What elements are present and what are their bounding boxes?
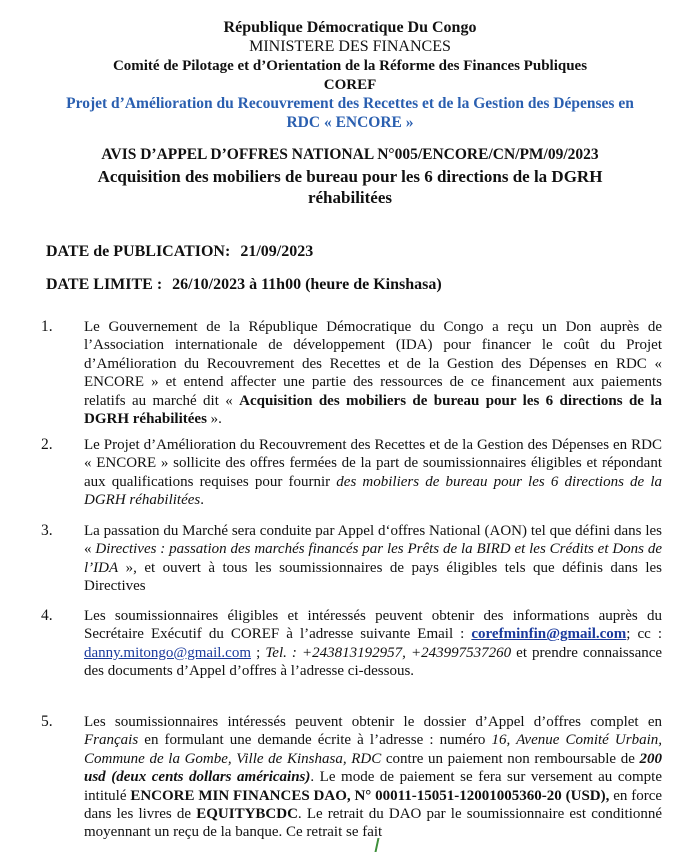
paragraph-5-account: ENCORE MIN FINANCES DAO, N° 00011-15051-12001005360-20 (USD),: [130, 787, 610, 804]
deadline-row: [46, 276, 442, 294]
header-committee: Comité de Pilotage et d’Orientation de la Réforme des Finances Publiques: [112, 58, 588, 74]
phone-numbers: +243813192957, +243997537260: [302, 644, 512, 661]
paragraph-5-text3: contre un paiement non remboursable de: [385, 750, 635, 767]
paragraph-1: [84, 318, 662, 428]
paragraph-5-text4: . Le mode de paiement se fera sur versement au compte intitulé: [84, 769, 662, 804]
paragraph-2-number: 2.: [41, 436, 53, 453]
paragraph-3-text: La passation du Marché sera conduite par Appel d‘offres National (AON) tel que défini dans les «: [84, 523, 662, 558]
paragraph-5-number: 5.: [41, 713, 53, 730]
paragraph-5-text6: . Le retrait du DAO par le soumissionnaire est conditionné moyennant un reçu de la banque. Ce retrait se fait: [84, 806, 663, 841]
paragraph-2: [84, 436, 662, 510]
publication-date-value: 21/09/2023: [240, 243, 314, 260]
paragraph-3-italic: Directives : passation des marchés financés par les Prêts de la BIRD et les Crédits et Dons de l’IDA: [84, 541, 663, 576]
phone-label: Tel. :: [265, 644, 297, 661]
header-ministry: MINISTERE DES FINANCES: [249, 38, 451, 55]
paragraph-2-italic: des mobiliers de bureau pour les 6 directions de la DGRH réhabilitées: [84, 473, 662, 509]
paragraph-3-end: », et ouvert à tous les soumissionnaires de pays éligibles tels que définis dans les Directives: [84, 559, 663, 595]
paragraph-4: [84, 607, 662, 681]
header-project-line2: RDC « ENCORE »: [286, 114, 414, 131]
publication-date-label: DATE de PUBLICATION:: [46, 243, 231, 260]
paragraph-4-text: Les soumissionnaires éligibles et intéressés peuvent obtenir des informations auprès du Secrétaire Exécutif du COREF à l’adresse suivante Email :: [84, 608, 662, 643]
email-link-danny[interactable]: danny.mitongo@gmail.com: [84, 644, 251, 661]
paragraph-5: [84, 713, 662, 842]
email-link-coref[interactable]: corefminfin@gmail.com: [471, 626, 627, 643]
paragraph-4-sep: ;: [256, 644, 261, 661]
paragraph-2-end: .: [200, 492, 204, 509]
paragraph-3-number: 3.: [41, 522, 53, 539]
paragraph-5-lang: Français: [84, 732, 139, 749]
paragraph-4-cc: ; cc :: [626, 626, 662, 643]
paragraph-1-text: Le Gouvernement de la République Démocratique du Congo a reçu un Don auprès de l’Association internationale de développement (IDA) pour financer le coût du Projet d’Amélioration du Recouvrement des Recettes et de la Gestion des Dépenses en RDC « ENCORE » et entend affecter une partie des ressources de ce financement aux paiements relatifs au marché dit «: [84, 319, 662, 409]
paragraph-4-end: et prendre connaissance des documents d’Appel d’offres à l’adresse ci-dessous.: [84, 644, 663, 680]
publication-date-row: [46, 243, 313, 261]
subject-line2: réhabilitées: [307, 188, 393, 207]
paragraph-4-number: 4.: [41, 607, 53, 624]
header-project-line1: Projet d’Amélioration du Recouvrement des Recettes et de la Gestion des Dépenses en: [66, 95, 634, 112]
paragraph-5-bank: EQUITYBCDC: [196, 806, 298, 823]
paragraph-1-end: ».: [210, 411, 222, 428]
paragraph-5-amount: 200 usd (deux cents dollars américains): [84, 750, 663, 786]
paragraph-3: [84, 522, 662, 596]
deadline-label: DATE LIMITE :: [46, 276, 163, 293]
notice-title: AVIS D’APPEL D’OFFRES NATIONAL N°005/ENCORE/CN/PM/09/2023: [101, 146, 599, 163]
paragraph-5-text2: en formulant une demande écrite à l’adresse : numéro: [144, 732, 486, 749]
subject-line1: Acquisition des mobiliers de bureau pour les 6 directions de la DGRH: [97, 167, 603, 186]
paragraph-1-number: 1.: [41, 318, 53, 335]
paragraph-5-address: 16, Avenue Comité Urbain, Commune de la Gombe, Ville de Kinshasa, RDC: [84, 732, 663, 767]
paragraph-5-text1: Les soumissionnaires intéressés peuvent obtenir le dossier d’Appel d’offres complet en: [84, 714, 662, 730]
deadline-value: 26/10/2023 à 11h00 (heure de Kinshasa): [172, 276, 442, 293]
header-acronym: COREF: [323, 77, 377, 93]
paragraph-5-text5: en force dans les livres de: [84, 787, 663, 823]
paragraph-1-bold: Acquisition des mobiliers de bureau pour les 6 directions de la DGRH réhabilitées: [84, 392, 663, 428]
header-country: République Démocratique Du Congo: [223, 19, 477, 36]
paragraph-2-text: Le Projet d’Amélioration du Recouvrement des Recettes et de la Gestion des Dépenses en RDC « ENCORE » sollicite des offres fermées de la part de soumissionnaires éligibles et répondant aux qualifications requises pour fournir: [84, 437, 662, 490]
